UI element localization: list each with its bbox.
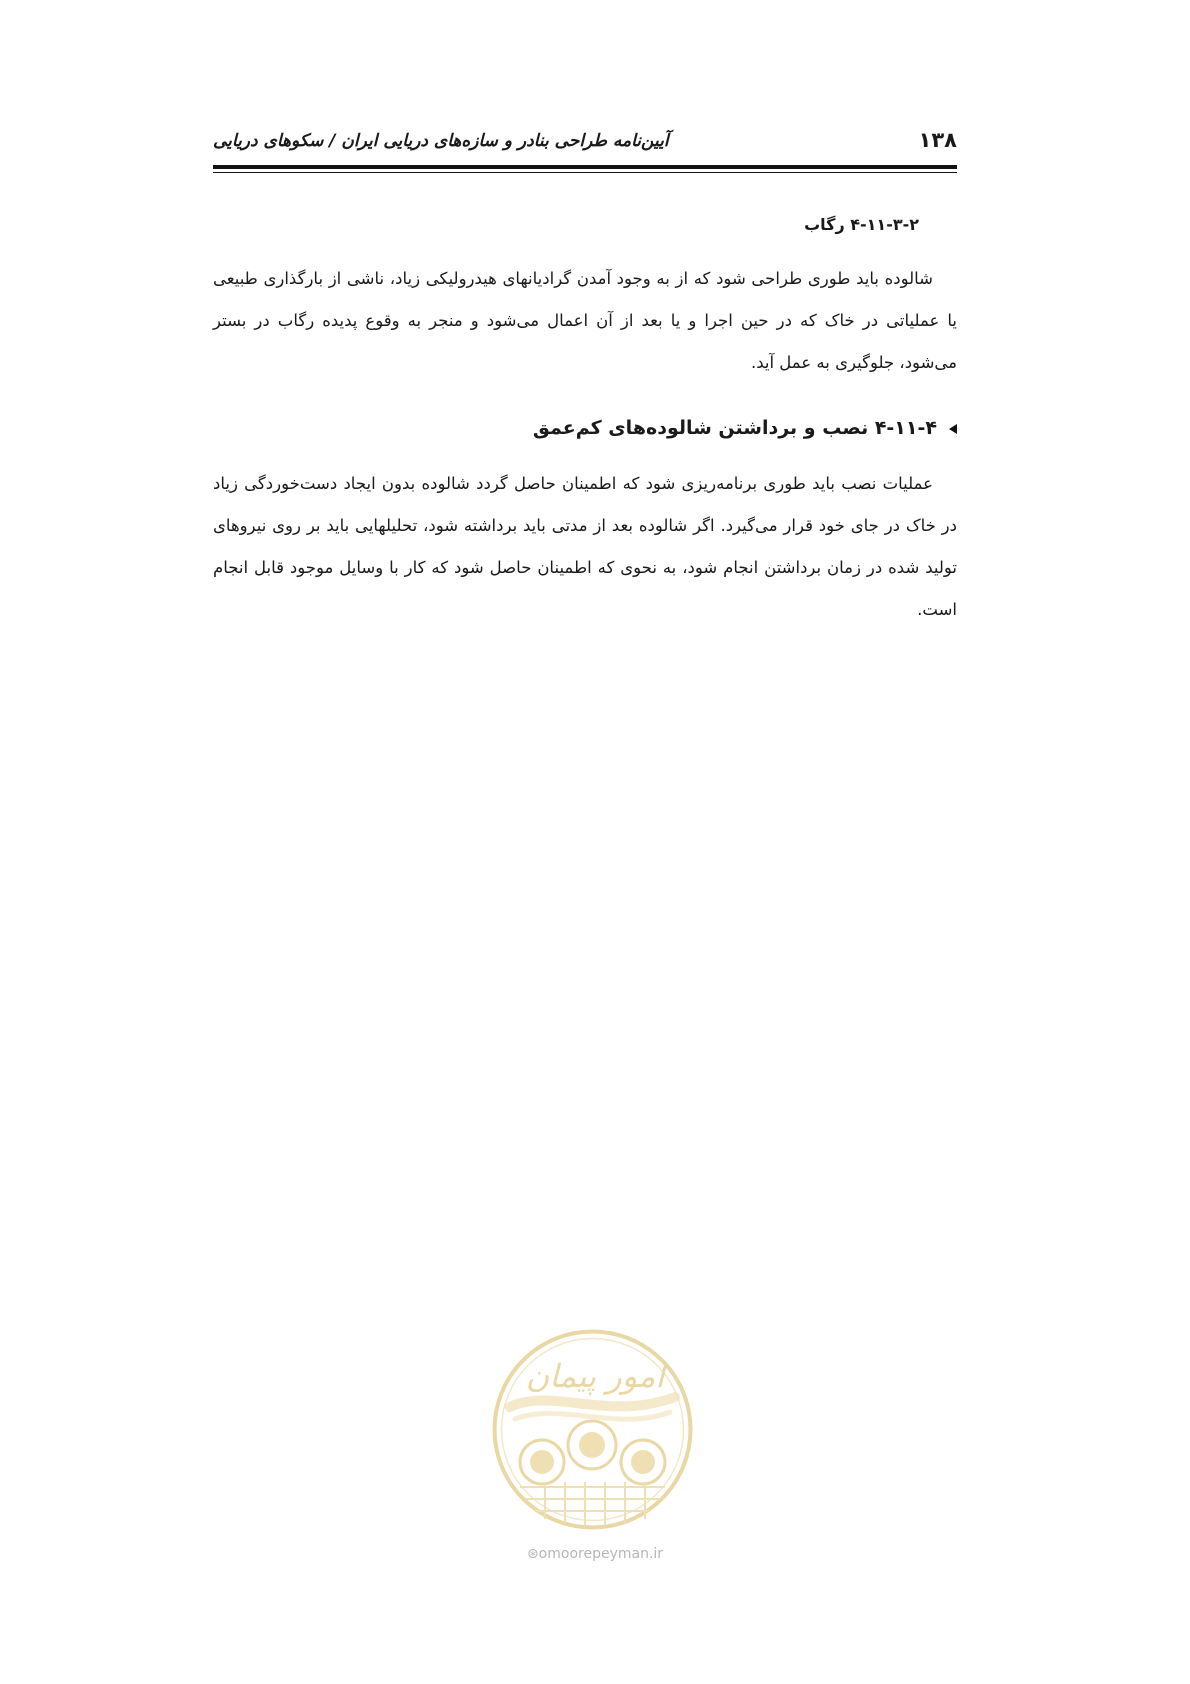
watermark-logo	[490, 1327, 695, 1532]
page-header	[213, 128, 957, 158]
watermark-logo-text: امور پیمان	[525, 1357, 665, 1395]
header-rule-thin	[213, 172, 957, 173]
watermark-url: ⊛omoorepeyman.ir	[526, 1546, 664, 1562]
section-heading	[533, 417, 957, 439]
header-rule-thick	[213, 165, 957, 169]
subsection-heading: ۴-۱۱-۳-۲ رگاب	[804, 215, 919, 234]
subsection-paragraph: شالوده باید طوری طراحی شود که از به وجود آمدن گرادیانهای هیدرولیکی زیاد، ناشی از بارگذاری طبیعی یا عملیاتی در خاک که در حین اجرا و یا بعد از آن اعمال می‌شود و منجر به وقوع پدیده رگاب در بستر می‌شود، جلوگیری به عمل آید.	[213, 269, 957, 372]
running-title: آیین‌نامه طراحی بنادر و سازه‌های دریایی ایران / سکوهای دریایی	[213, 131, 669, 151]
section-heading-text: ۴-۱۱-۴ نصب و برداشتن شالوده‌های کم‌عمق	[532, 417, 937, 439]
page-number: ۱۳۸	[918, 128, 957, 152]
globe-icon: ⊛	[526, 1546, 539, 1562]
section-paragraph: عملیات نصب باید طوری برنامه‌ریزی شود که اطمینان حاصل گردد شالوده بدون ایجاد دست‌خوردگی زیاد در خاک در جای خود قرار می‌گیرد. اگر شالوده بعد از مدتی باید برداشته شود، تحلیلهایی باید بر روی نیروهای تولید شده در زمان برداشتن انجام شود، به نحوی که اطمینان حاصل شود که کار با وسایل موجود قابل انجام است.	[213, 474, 957, 619]
heading-marker-icon	[949, 424, 957, 434]
